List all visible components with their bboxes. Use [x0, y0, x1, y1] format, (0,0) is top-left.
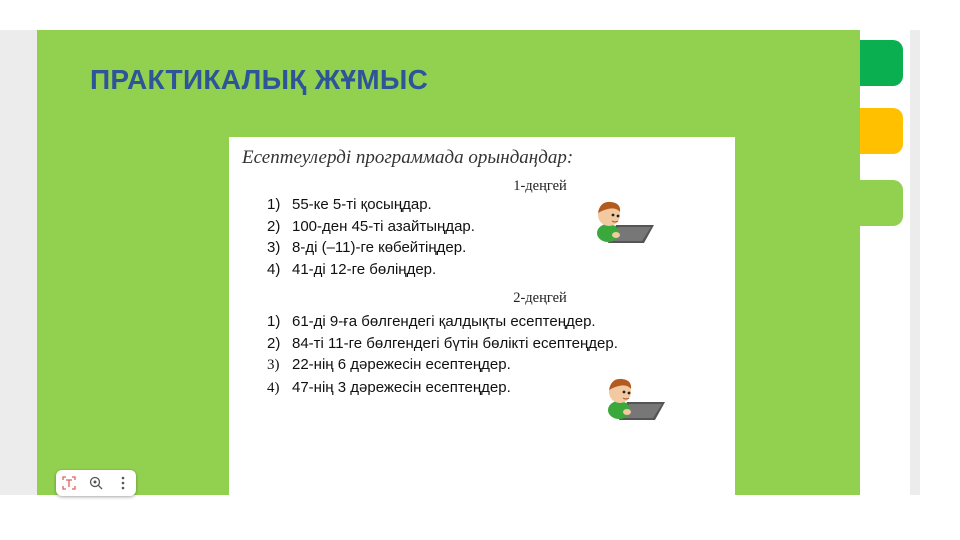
lens-search-icon: [88, 475, 104, 491]
list-item: 4) 47-нің 3 дәрежесін есептеңдер.: [267, 378, 511, 396]
side-tab-yellow[interactable]: [860, 108, 903, 154]
task-card-heading: Есептеулерді программада орындаңдар:: [242, 147, 574, 168]
list-item: 1) 55-ке 5-ті қосыңдар.: [267, 196, 432, 213]
level-1-title: 1-деңгей: [513, 178, 567, 194]
boy-at-laptop-icon: [605, 372, 667, 424]
side-tab-green[interactable]: [860, 40, 903, 86]
more-options-icon: [120, 475, 126, 491]
task-card: [229, 137, 735, 495]
level-2-task-list: [267, 311, 618, 399]
boy-at-laptop-icon: [594, 195, 656, 247]
list-item: 3) 22-нің 6 дәрежесін есептеңдер.: [267, 356, 511, 373]
lens-search-button[interactable]: [85, 473, 107, 493]
list-item: 1) 61-ді 9-ға бөлгендегі қалдықты есептеңдер.: [267, 313, 596, 330]
side-tab-light-green[interactable]: [860, 180, 903, 226]
list-item: 2) 84-ті 11-ге бөлгендегі бүтін бөлікті есептеңдер.: [267, 334, 618, 352]
slide: [37, 30, 860, 495]
text-recognition-button[interactable]: [58, 473, 80, 493]
level-1-task-list: [267, 194, 475, 280]
viewer-right-scroll-track[interactable]: [910, 30, 920, 495]
viewer-left-margin: [0, 30, 37, 495]
list-item: 2) 100-ден 45-ті азайтыңдар.: [267, 217, 475, 235]
text-recognition-icon: [61, 475, 77, 491]
more-options-button[interactable]: [112, 473, 134, 493]
slide-title: ПРАКТИКАЛЫҚ ЖҰМЫС: [90, 64, 429, 95]
list-item: 4) 41-ді 12-ге бөліңдер.: [267, 260, 437, 278]
list-item: 3) 8-ді (–11)-ге көбейтіңдер.: [267, 239, 467, 256]
floating-toolbar: [56, 470, 136, 496]
level-2-title: 2-деңгей: [513, 290, 567, 306]
